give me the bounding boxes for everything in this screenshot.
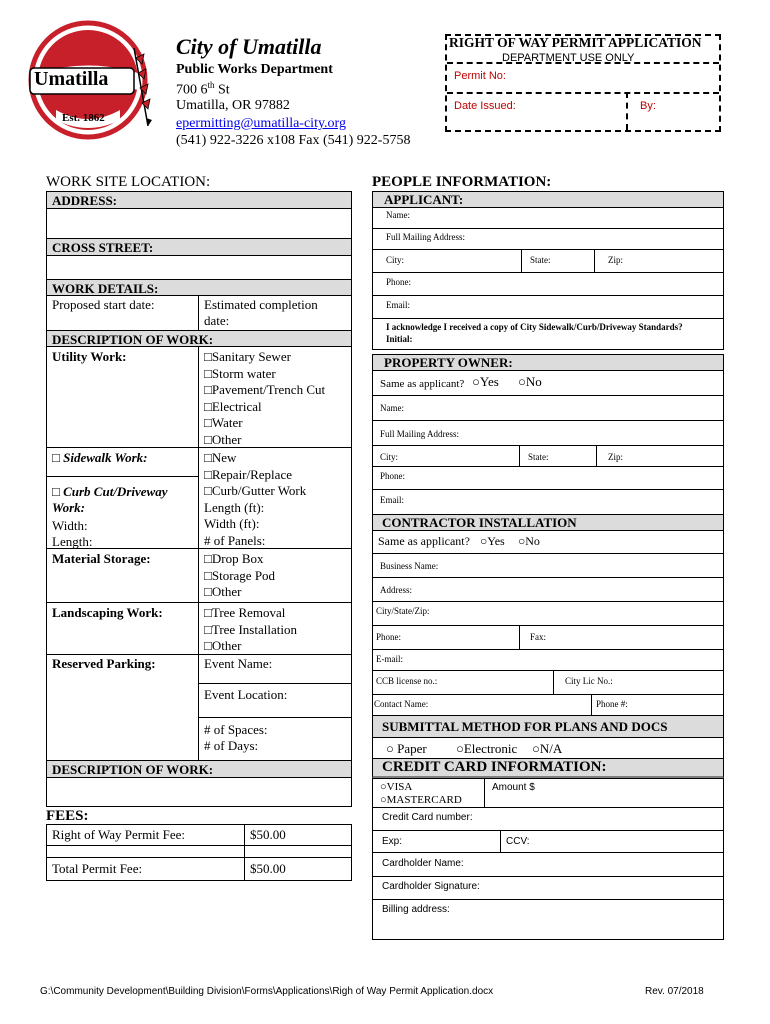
width-label: Width: — [52, 518, 88, 533]
sidewalk-divider — [198, 447, 199, 549]
contact-phone: (541) 922-3226 x108 Fax (541) 922-5758 — [176, 133, 411, 148]
applicant-name-label: Name: — [386, 210, 410, 220]
option-tree-installation[interactable]: □Tree Installation — [204, 621, 297, 637]
landscaping-options[interactable] — [204, 605, 297, 655]
contact-phone-label: Phone #: — [596, 699, 628, 709]
permit-fee-value: $50.00 — [250, 827, 286, 842]
contractor-address-field[interactable] — [372, 577, 724, 602]
option-new[interactable]: □New — [204, 450, 237, 465]
total-fee-value: $50.00 — [250, 861, 286, 876]
card-row-divider-2 — [372, 830, 724, 831]
logo-name: Umatilla — [34, 68, 109, 90]
work-site-location-heading: WORK SITE LOCATION: — [46, 174, 211, 190]
description-of-work-label: DESCRIPTION OF WORK: — [52, 332, 214, 347]
event-name-field[interactable]: Event Name: — [204, 656, 273, 671]
acknowledge-label: I acknowledge I received a copy of City Sidewalk/Curb/Driveway Standards? — [386, 322, 683, 332]
owner-csz-divider-2 — [596, 445, 597, 467]
contractor-fax-label: Fax: — [530, 632, 547, 642]
card-number-label: Credit Card number: — [382, 812, 473, 823]
material-options[interactable] — [204, 551, 275, 601]
option-utility-other[interactable]: □Other — [204, 431, 242, 447]
by-label: By: — [640, 100, 656, 112]
permit-application-title: RIGHT OF WAY PERMIT APPLICATION — [449, 35, 702, 50]
applicant-phone-field[interactable] — [372, 272, 724, 296]
date-issued-label: Date Issued: — [454, 100, 516, 112]
owner-same-label: Same as applicant? — [380, 378, 465, 390]
applicant-zip-label: Zip: — [608, 255, 623, 265]
applicant-label: APPLICANT: — [384, 192, 464, 207]
option-electrical[interactable]: □Electrical — [204, 398, 262, 414]
fees-row-divider-1 — [46, 845, 352, 846]
city-title: City of Umatilla — [176, 34, 322, 59]
contact-email-link[interactable]: epermitting@umatilla-city.org — [176, 116, 346, 131]
street-number: 700 6 — [176, 82, 208, 98]
option-landscaping-other[interactable]: □Other — [204, 638, 242, 653]
owner-zip-label: Zip: — [608, 452, 623, 462]
landscaping-divider — [198, 602, 199, 655]
option-repair-replace[interactable]: □Repair/Replace — [204, 466, 292, 482]
owner-phone-field[interactable] — [372, 466, 724, 490]
card-type-divider — [484, 778, 485, 807]
applicant-email-label: Email: — [386, 300, 410, 310]
street-name: St — [214, 82, 230, 98]
owner-yes-radio[interactable]: ○Yes — [472, 374, 499, 389]
length-label: Length: — [52, 534, 93, 549]
card-row-divider-1 — [372, 807, 724, 808]
property-owner-label: PROPERTY OWNER: — [384, 355, 513, 370]
address-city-state: Umatilla, OR 97882 — [176, 98, 290, 113]
permit-fee-label: Right of Way Permit Fee: — [52, 827, 186, 842]
applicant-email-field[interactable] — [372, 295, 724, 319]
card-row-divider-3 — [372, 852, 724, 853]
cross-street-input[interactable] — [46, 255, 352, 280]
owner-city-label: City: — [380, 452, 399, 462]
material-storage-label: Material Storage: — [52, 551, 151, 566]
contractor-no-radio[interactable]: ○No — [518, 534, 540, 548]
option-pavement-trench[interactable]: □Pavement/Trench Cut — [204, 382, 326, 397]
street-suffix: th — [207, 80, 215, 90]
option-sanitary-sewer[interactable]: □Sanitary Sewer — [204, 349, 291, 364]
owner-csz-divider-1 — [519, 445, 520, 467]
exp-ccv-divider — [500, 830, 501, 852]
utility-divider — [198, 346, 199, 448]
contractor-csz-label: City/State/Zip: — [376, 606, 430, 616]
width-ft-label: Width (ft): — [204, 516, 260, 531]
panels-label: # of Panels: — [204, 532, 266, 548]
ccb-divider — [553, 670, 554, 695]
event-divider-1 — [198, 683, 352, 684]
contractor-email-field[interactable] — [372, 649, 724, 671]
contractor-phone-field[interactable] — [372, 625, 724, 650]
cardholder-name-label: Cardholder Name: — [382, 858, 464, 869]
contractor-phone-label: Phone: — [376, 632, 402, 642]
mastercard-radio[interactable]: ○MASTERCARD — [380, 794, 462, 806]
option-water[interactable]: □Water — [204, 415, 243, 430]
utility-work-label: Utility Work: — [52, 349, 127, 364]
owner-name-field[interactable] — [372, 395, 724, 421]
fees-row-divider-2 — [46, 857, 352, 858]
contractor-address-label: Address: — [380, 585, 412, 595]
electronic-radio[interactable]: ○Electronic — [456, 741, 518, 756]
submittal-method-label: SUBMITTAL METHOD FOR PLANS AND DOCS — [382, 719, 668, 734]
landscaping-work-label: Landscaping Work: — [52, 605, 163, 620]
exp-label: Exp: — [382, 836, 403, 847]
owner-no-radio[interactable]: ○No — [518, 374, 542, 389]
applicant-state-label: State: — [530, 255, 551, 265]
footer-file-path: G:\Community Development\Building Division\Forms\Applications\Righ of Way Permit Application.docx — [40, 986, 494, 997]
address-label: ADDRESS: — [52, 193, 118, 208]
address-street — [176, 80, 230, 99]
owner-email-label: Email: — [380, 495, 404, 505]
completion-date-label-2: date: — [204, 313, 230, 328]
contractor-phone-fax-divider — [519, 625, 520, 650]
start-date-label: Proposed start date: — [52, 297, 155, 312]
option-drop-box[interactable]: □Drop Box — [204, 551, 264, 566]
permit-number-label: Permit No: — [454, 70, 506, 82]
paper-radio[interactable]: ○ Paper — [386, 741, 427, 756]
applicant-mailing-label: Full Mailing Address: — [386, 232, 466, 242]
sidewalk-work-checkbox[interactable]: □ Sidewalk Work: — [52, 450, 148, 465]
owner-state-label: State: — [528, 452, 549, 462]
contractor-same-label: Same as applicant? — [378, 534, 470, 548]
contractor-installation-label: CONTRACTOR INSTALLATION — [382, 515, 577, 530]
ccv-label: CCV: — [506, 836, 530, 847]
applicant-csz-divider-1 — [521, 249, 522, 273]
curb-cut-checkbox[interactable]: □ Curb Cut/Driveway — [52, 484, 168, 499]
applicant-city-label: City: — [386, 255, 405, 265]
spaces-field[interactable]: # of Spaces: — [204, 722, 268, 737]
card-row-divider-5 — [372, 899, 724, 900]
owner-mailing-label: Full Mailing Address: — [380, 429, 460, 439]
sidewalk-options[interactable] — [204, 450, 306, 549]
fees-col-divider — [244, 824, 245, 881]
cross-street-label: CROSS STREET: — [52, 240, 154, 255]
dept-box-divider-2 — [447, 92, 719, 94]
contact-name-label: Contact Name: — [374, 699, 429, 709]
option-material-other[interactable]: □Other — [204, 584, 242, 599]
owner-email-field[interactable] — [372, 489, 724, 515]
footer-revision: Rev. 07/2018 — [645, 986, 704, 997]
description-of-work-input[interactable] — [46, 777, 352, 807]
option-storm-water[interactable]: □Storm water — [204, 365, 276, 381]
logo-est: Est. 1862 — [62, 112, 105, 124]
total-fee-label: Total Permit Fee: — [52, 861, 143, 876]
applicant-name-field[interactable] — [372, 207, 724, 229]
material-divider — [198, 548, 199, 603]
work-details-label: WORK DETAILS: — [52, 281, 159, 296]
card-row-divider-4 — [372, 876, 724, 877]
event-location-field[interactable]: Event Location: — [204, 687, 288, 702]
address-input[interactable] — [46, 208, 352, 239]
reserved-parking-label: Reserved Parking: — [52, 656, 156, 671]
ccb-label: CCB license no.: — [376, 676, 438, 686]
description-of-work-label-2: DESCRIPTION OF WORK: — [52, 762, 214, 777]
completion-date-label-1: Estimated completion — [204, 297, 318, 312]
billing-address-label: Billing address: — [382, 904, 450, 915]
dept-box-divider-3 — [626, 92, 628, 130]
na-radio[interactable]: ○N/A — [532, 741, 563, 756]
city-lic-label: City Lic No.: — [565, 676, 613, 686]
applicant-phone-label: Phone: — [386, 277, 412, 287]
sidewalk-curb-divider — [46, 476, 198, 477]
option-curb-gutter[interactable]: □Curb/Gutter Work — [204, 483, 307, 498]
credit-card-label: CREDIT CARD INFORMATION: — [382, 759, 607, 775]
contractor-email-label: E-mail: — [376, 654, 403, 664]
owner-phone-label: Phone: — [380, 471, 406, 481]
initial-label: Initial: — [386, 334, 413, 344]
utility-options[interactable] — [204, 349, 325, 448]
visa-radio[interactable]: ○VISA — [380, 781, 413, 793]
length-ft-label: Length (ft): — [204, 499, 265, 515]
contact-divider — [591, 694, 592, 716]
option-tree-removal[interactable]: □Tree Removal — [204, 605, 286, 620]
owner-name-label: Name: — [380, 403, 404, 413]
business-name-label: Business Name: — [380, 561, 439, 571]
reserved-divider — [198, 654, 199, 761]
fees-heading: FEES: — [46, 808, 89, 824]
option-storage-pod[interactable]: □Storage Pod — [204, 567, 276, 583]
city-seal-logo — [26, 18, 156, 143]
department-use-only-label: DEPARTMENT USE ONLY — [502, 52, 635, 64]
event-divider-2 — [198, 717, 352, 718]
days-field[interactable]: # of Days: — [204, 738, 259, 753]
applicant-csz-divider-2 — [594, 249, 595, 273]
curb-cut-label-2: Work: — [52, 500, 85, 515]
department-name: Public Works Department — [176, 62, 333, 77]
contractor-yes-radio[interactable]: ○Yes — [480, 534, 505, 548]
cardholder-signature-label: Cardholder Signature: — [382, 881, 480, 892]
people-information-heading: PEOPLE INFORMATION: — [372, 174, 552, 190]
amount-label: Amount $ — [492, 782, 535, 793]
